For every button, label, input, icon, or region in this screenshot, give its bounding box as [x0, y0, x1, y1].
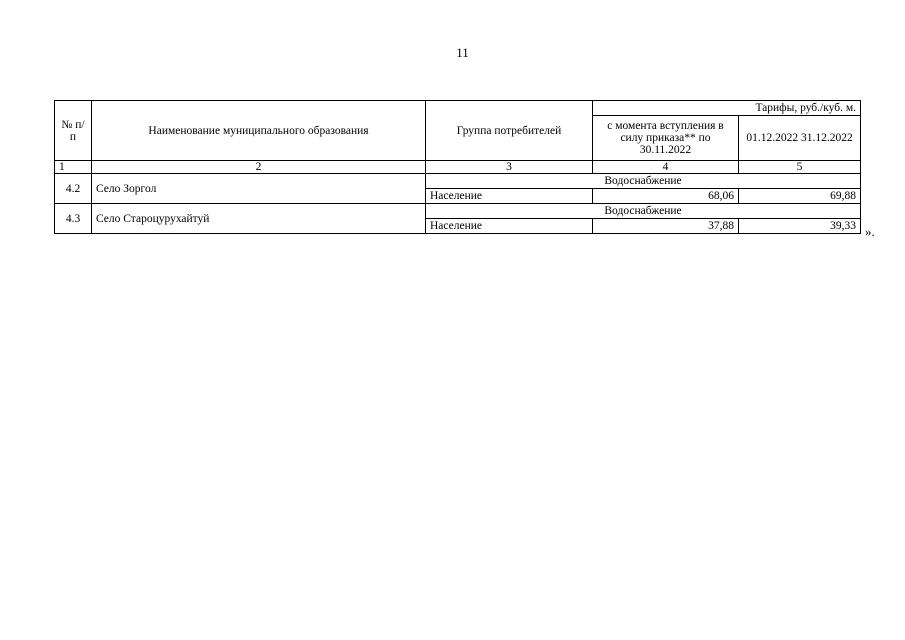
col-number-3: 3 [426, 161, 593, 174]
col-number-5: 5 [739, 161, 861, 174]
header-tariffs: Тарифы, руб./куб. м. [593, 101, 861, 116]
header-period-1: с момента вступления в силу приказа** по 30.11.2022 [593, 116, 739, 161]
row-group: Население [426, 189, 593, 204]
col-number-2: 2 [92, 161, 426, 174]
tariff-table [54, 100, 861, 234]
row-name: Село Староцурухайтуй [92, 204, 426, 234]
header-num: № п/п [55, 101, 92, 161]
row-service: Водоснабжение [426, 204, 861, 219]
col-number-4: 4 [593, 161, 739, 174]
header-period-2: 01.12.2022 31.12.2022 [739, 116, 861, 161]
row-num: 4.2 [55, 174, 92, 204]
row-tariff-1: 37,88 [593, 219, 739, 234]
row-tariff-2: 39,33 [739, 219, 861, 234]
col-number-1: 1 [55, 161, 92, 174]
page-number: 11 [456, 45, 469, 60]
header-group: Группа потребителей [426, 101, 593, 161]
row-tariff-1: 68,06 [593, 189, 739, 204]
row-num: 4.3 [55, 204, 92, 234]
row-group: Население [426, 219, 593, 234]
row-name: Село Зоргол [92, 174, 426, 204]
row-tariff-2: 69,88 [739, 189, 861, 204]
header-name: Наименование муниципального образования [92, 101, 426, 161]
row-service: Водоснабжение [426, 174, 861, 189]
closing-quote-mark: ». [865, 224, 875, 239]
